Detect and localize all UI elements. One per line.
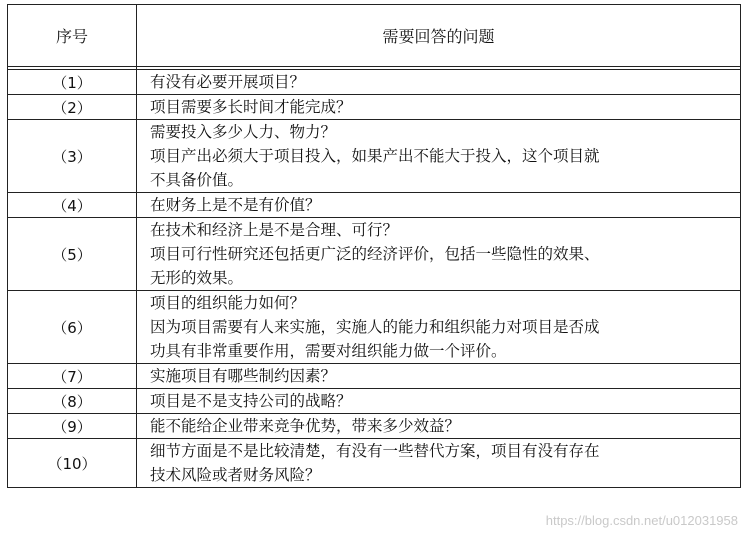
question-line: 项目的组织能力如何？ (150, 294, 306, 312)
question-line: 功具有非常重要作用，需要对组织能力做一个评价。 (150, 342, 507, 360)
question-line: 技术风险或者财务风险？ (150, 466, 321, 484)
question-line: 实施项目有哪些制约因素？ (150, 367, 337, 385)
questions-table (7, 4, 741, 488)
header-index: 序号 (8, 5, 137, 67)
row-number: （7） (8, 364, 137, 389)
question-line: 在财务上是不是有价值？ (150, 196, 321, 214)
question-line: 项目是不是支持公司的战略？ (150, 392, 352, 410)
question-line: 有没有必要开展项目？ (150, 73, 306, 91)
row-question (137, 439, 741, 488)
table-row (8, 414, 741, 439)
row-question (137, 95, 741, 120)
row-question (137, 364, 741, 389)
table-row (8, 218, 741, 291)
row-question (137, 193, 741, 218)
row-number: （10） (8, 439, 137, 488)
table-row (8, 193, 741, 218)
question-line: 项目可行性研究还包括更广泛的经济评价，包括一些隐性的效果、 (150, 245, 600, 263)
table-row (8, 389, 741, 414)
question-line: 因为项目需要有人来实施，实施人的能力和组织能力对项目是否成 (150, 318, 600, 336)
header-question: 需要回答的问题 (137, 5, 741, 67)
row-number: （5） (8, 218, 137, 291)
row-question (137, 414, 741, 439)
question-line: 不具备价值。 (150, 171, 244, 189)
row-question (137, 291, 741, 364)
question-line: 无形的效果。 (150, 269, 244, 287)
row-number: （9） (8, 414, 137, 439)
question-line: 在技术和经济上是不是合理、可行？ (150, 221, 399, 239)
question-line: 项目产出必须大于项目投入，如果产出不能大于投入，这个项目就 (150, 147, 600, 165)
table-row (8, 95, 741, 120)
question-line: 需要投入多少人力、物力？ (150, 123, 337, 141)
question-line: 细节方面是不是比较清楚，有没有一些替代方案，项目有没有存在 (150, 442, 600, 460)
row-number: （2） (8, 95, 137, 120)
row-number: （6） (8, 291, 137, 364)
row-question (137, 120, 741, 193)
table-row (8, 70, 741, 95)
table-row (8, 364, 741, 389)
header-row (8, 5, 741, 67)
table-row (8, 439, 741, 488)
row-number: （1） (8, 70, 137, 95)
question-line: 项目需要多长时间才能完成？ (150, 98, 352, 116)
row-number: （3） (8, 120, 137, 193)
question-line: 能不能给企业带来竞争优势，带来多少效益？ (150, 417, 461, 435)
row-question (137, 218, 741, 291)
table-row (8, 291, 741, 364)
row-number: （8） (8, 389, 137, 414)
row-question (137, 389, 741, 414)
table-row (8, 120, 741, 193)
watermark: https://blog.csdn.net/u012031958 (545, 513, 738, 528)
row-question (137, 70, 741, 95)
row-number: （4） (8, 193, 137, 218)
